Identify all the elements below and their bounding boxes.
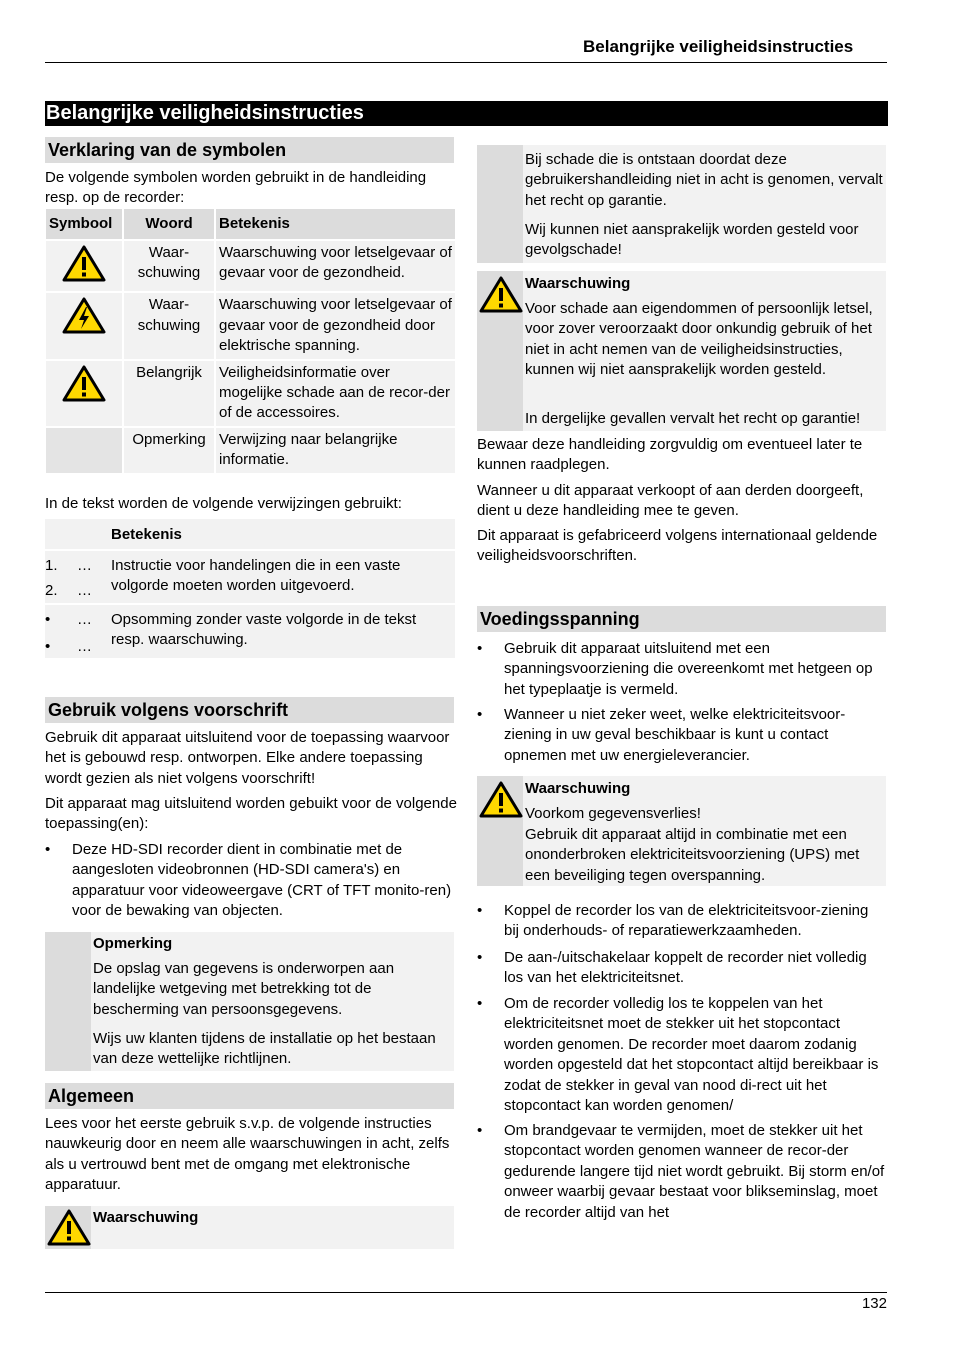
warning-paragraph: Wij kunnen niet aansprakelijk worden gesteld voor gevolgschade! (525, 221, 859, 259)
bullet: • (477, 995, 483, 1012)
symbol-cell (46, 293, 122, 358)
section-heading-general: Algemeen (45, 1083, 454, 1109)
usage-paragraph: Dit apparaat mag uitsluitend worden gebuikt voor de volgende toepassing(en): (45, 795, 457, 833)
note-paragraph: Wijs uw klanten tijdens de installatie op het bestaan van deze wettelijke richtlijnen. (93, 1030, 436, 1068)
warning-icon (479, 276, 523, 314)
column-header-symbol: Symbool (46, 209, 122, 239)
bullet: • (477, 706, 483, 723)
warning-paragraph: Bij schade die is ontstaan doordat deze gebruikershandleiding niet in acht is genomen, vervalt het recht op garantie. (525, 151, 883, 209)
bullet-marker: • (45, 638, 51, 655)
list-item (477, 705, 887, 767)
list-item (477, 639, 887, 701)
bullet-marker: • (45, 611, 51, 628)
list-item (477, 901, 887, 943)
word-cell: Belangrijk (124, 361, 214, 426)
paragraph-sell: Wanneer u dit apparaat verkoopt of aan derden doorgeeft, dient u deze handleiding mee te geven. (477, 482, 864, 520)
list-item-text: Wanneer u niet zeker weet, welke elektriciteitsvoor-ziening in uw geval beschikbaar is kunt u contact opnemen met uw energieleverancier. (504, 706, 846, 764)
paragraph-manufactured: Dit apparaat is gefabriceerd volgens internationaal geldende veiligheidsvoorschriften. (477, 527, 878, 565)
references-intro: In de tekst worden de volgende verwijzingen gebruikt: (45, 495, 402, 512)
reference-row (45, 605, 455, 658)
bullet: • (477, 1122, 483, 1139)
reference-meaning: Opsomming zonder vaste volgorde in de tekst resp. waarschuwing. (111, 611, 417, 649)
usage-paragraph: Gebruik dit apparaat uitsluitend voor de toepassing waarvoor het is gebouwd resp. ontworpen. Elke andere toepassing wordt gezien als niet volgens voorschrift! (45, 729, 450, 787)
column-header-meaning: Betekenis (216, 209, 455, 239)
bullet: • (477, 902, 483, 919)
note-paragraph: De opslag van gegevens is onderworpen aan landelijke wetgeving met betrekking tot de bescherming van persoonsgegevens. (93, 960, 395, 1018)
bullet: • (477, 640, 483, 657)
symbol-cell (46, 241, 122, 291)
section-heading-symbols: Verklaring van de symbolen (45, 137, 454, 163)
references-header: Betekenis (111, 526, 182, 543)
ellipsis: … (77, 611, 92, 628)
list-item (477, 994, 887, 1118)
list-item-text: Om brandgevaar te vermijden, moet de stekker uit het stopcontact worden genomen wanneer de recor-der gedurende langere tijd niet wordt gebruikt. Bij storm en/of onweer waarbij gevaar bestaat voor blikseminslag, moet de recorder altijd van het (504, 1122, 885, 1221)
general-paragraph: Lees voor het eerste gebruik s.v.p. de volgende instructies nauwkeurig door en neem alle waarschuwingen in acht, zelfs als u vertrouwd bent met de omgang met elektronische apparatuur. (45, 1115, 450, 1194)
warning-icon (62, 365, 106, 403)
symbols-intro: De volgende symbolen worden gebruikt in de handleiding resp. op de recorder: (45, 169, 427, 207)
warning-icon (47, 1209, 91, 1247)
list-item (45, 840, 457, 922)
symbol-cell (46, 361, 122, 426)
bullet: • (45, 841, 51, 858)
note-title: Opmerking (93, 935, 173, 952)
symbols-table (44, 207, 457, 475)
electric-warning-icon (62, 297, 106, 335)
word-cell: Waar-schuwing (124, 241, 214, 291)
step-number: 1. (45, 557, 58, 574)
warning-title: Waarschuwing (525, 275, 631, 292)
paragraph-keep-manual: Bewaar deze handleiding zorgvuldig om eventueel later te kunnen raadplegen. (477, 436, 863, 474)
warning-gutter (477, 145, 523, 263)
warning-paragraph: In dergelijke gevallen vervalt het recht op garantie! (525, 410, 861, 427)
warning-paragraph: Voor schade aan eigendommen of persoonlijk letsel, voor zover veroorzaakt door onkundig gebruik of het niet in acht nemen van de veiligheidsinstructies, kunnen wij niet aansprakelijk worden gesteld. (525, 300, 873, 379)
ellipsis: … (77, 557, 92, 574)
meaning-cell: Waarschuwing voor letselgevaar of gevaar voor de gezondheid. (216, 241, 455, 291)
warning-line: Voorkom gegevensverlies! (525, 805, 701, 822)
symbol-cell (46, 428, 122, 473)
column-header-word: Woord (124, 209, 214, 239)
word-cell: Waar-schuwing (124, 293, 214, 358)
warning-title: Waarschuwing (93, 1209, 199, 1226)
list-item (477, 1121, 887, 1225)
section-heading-usage: Gebruik volgens voorschrift (45, 697, 454, 723)
list-item-text: De aan-/uitschakelaar koppelt de recorder niet volledig los van het elektriciteitsnet. (504, 949, 867, 987)
note-gutter (45, 932, 91, 1071)
reference-row (45, 551, 455, 603)
ellipsis: … (77, 638, 92, 655)
reference-meaning: Instructie voor handelingen die in een vaste volgorde moeten worden uitgevoerd. (111, 557, 401, 595)
warning-icon (479, 781, 523, 819)
bullet: • (477, 949, 483, 966)
warning-paragraph: Gebruik dit apparaat altijd in combinatie met een ononderbroken elektriciteitsvoorziening (UPS) met een beveiliging tegen overspanning. (525, 826, 860, 884)
references-header-row (45, 519, 455, 549)
step-number: 2. (45, 582, 58, 599)
header-rule (45, 62, 887, 63)
page-title: Belangrijke veiligheidsinstructies (45, 101, 888, 126)
section-heading-power: Voedingsspanning (477, 606, 886, 632)
page-number: 132 (861, 1295, 887, 1312)
meaning-cell: Waarschuwing voor letselgevaar of gevaar voor de gezondheid door elektrische spanning. (216, 293, 455, 358)
meaning-cell: Veiligheidsinformatie over mogelijke schade aan de recor-der of de accessoires. (216, 361, 455, 426)
warning-box (477, 776, 886, 886)
list-item-text: Gebruik dit apparaat uitsluitend met een spanningsvoorziening die overeenkomt met hetgeen op het typeplaatje is vermeld. (504, 640, 873, 698)
list-item-text: Koppel de recorder los van de elektriciteitsvoor-ziening bij onderhouds- of reparatiewerkzaamheden. (504, 902, 869, 940)
word-cell: Opmerking (124, 428, 214, 473)
warning-title: Waarschuwing (525, 780, 631, 797)
note-box (45, 932, 454, 1071)
ellipsis: … (77, 582, 92, 599)
list-item-text: Om de recorder volledig los te koppelen van het elektriciteitsnet moet de stekker uit het stopcontact worden genomen. De recorder moet daarom zodanig worden opgesteld dat het stopcontact altijd bereikbaar is zodat de stekker in geval van nood di-rect uit het stopcontact kan worden genomen/ (504, 995, 879, 1115)
warning-box (477, 271, 886, 431)
list-item-text: Deze HD-SDI recorder dient in combinatie met de aangesloten videobronnen (HD-SDI camera's) en apparatuur voor videoweergave (CRT of TFT monito-ren) voor de bewaking van objecten. (72, 841, 452, 920)
list-item (477, 948, 887, 990)
warning-box (45, 1206, 454, 1249)
warning-icon (62, 245, 106, 283)
footer-rule (45, 1292, 887, 1293)
meaning-cell: Verwijzing naar belangrijke informatie. (216, 428, 455, 473)
warning-continuation-box (477, 145, 886, 263)
running-header: Belangrijke veiligheidsinstructies (583, 37, 854, 56)
